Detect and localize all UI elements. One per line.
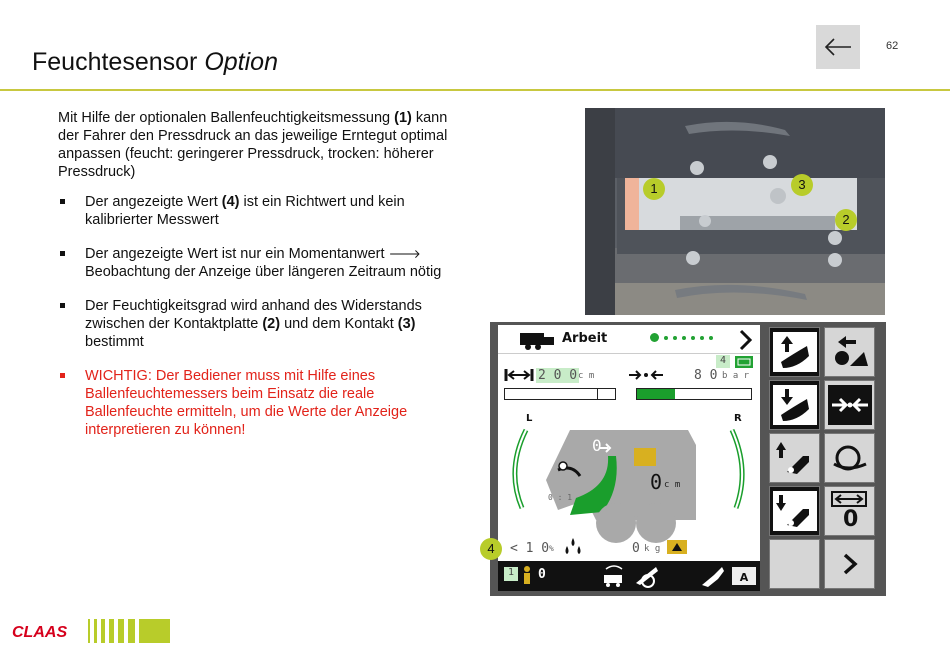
pickup-icon[interactable] — [700, 563, 726, 589]
bale-position-unit: c m — [664, 480, 681, 490]
svg-text:A: A — [739, 571, 749, 584]
left-arrow-icon — [823, 37, 853, 57]
auto-mode-icon[interactable] — [730, 563, 758, 589]
chevron-right-icon — [840, 552, 860, 576]
pickup-raise-key[interactable] — [769, 433, 820, 483]
bullet-list — [58, 193, 458, 439]
marker-2: 2 — [835, 209, 857, 231]
knife-icon[interactable] — [632, 563, 662, 589]
intro-paragraph: Mit Hilfe der optionalen Ballenfeuchtigkeitsmessung (1) kann der Fahrer den Pressdruck an das jeweilige Erntegut optimal anpassen (feucht: geringerer Pressdruck, trocken: höherer Pressdruck) — [58, 110, 448, 180]
pressure-icon — [628, 367, 664, 383]
baler-icon — [518, 329, 558, 351]
bale-moisture-icon — [734, 354, 754, 370]
bullet-square-icon — [60, 251, 65, 256]
weight-value: 0 — [632, 541, 640, 556]
lower-tailgate-key[interactable] — [769, 380, 820, 430]
bullet-square-icon — [60, 373, 65, 378]
counter-value: 0 — [538, 567, 546, 582]
bale-length-value: 2 0 0 — [538, 368, 578, 383]
pickup-raise-icon — [773, 438, 817, 478]
right-label: R — [734, 413, 742, 424]
progress-dots — [650, 333, 713, 342]
marker-1: 1 — [643, 178, 665, 200]
bale-length-icon — [504, 367, 534, 383]
counter-index: 1 — [504, 567, 518, 581]
page-title — [32, 48, 278, 77]
next-page-key[interactable] — [824, 539, 875, 589]
water-drops-icon — [562, 537, 584, 557]
net-wrap-icon — [828, 438, 872, 478]
bale-length-unit: c m — [578, 371, 595, 381]
bullet-item-warning: WICHTIG: Der Bediener muss mit Hilfe eines Ballenfeuchtemessers beim Einsatz die reale Ballenfeuchte ermitteln, um die Werte der Anzeige interpretieren zu können! — [58, 367, 458, 439]
pressure-release-icon — [828, 385, 872, 425]
wireless-baler-icon[interactable] — [598, 563, 630, 589]
weight-unit: k g — [644, 544, 661, 554]
tailgate-down-icon — [773, 385, 817, 425]
baler-diagram — [498, 420, 760, 550]
sensor-photo — [585, 108, 885, 315]
content-text — [58, 109, 458, 455]
pickup-lower-key[interactable] — [769, 486, 820, 536]
reset-zero-label: 0 — [843, 507, 859, 532]
bullet-square-icon — [60, 303, 65, 308]
title-main: Feuchtesensor — [32, 48, 198, 76]
terminal-screen — [498, 325, 760, 591]
bale-eject-key[interactable] — [824, 327, 875, 377]
left-label: L — [526, 413, 533, 424]
bale-position-value: 0 — [650, 470, 663, 494]
title-divider — [0, 89, 950, 91]
mode-label: Arbeit — [562, 331, 608, 346]
page-number: 62 — [886, 40, 899, 52]
bale-weight-icon — [666, 539, 688, 555]
bullet-item-3: Der Feuchtigkeitsgrad wird anhand des Widerstands zwischen der Kontaktplatte (2) und dem Kontakt (3) bestimmt — [58, 297, 458, 351]
top-divider — [498, 353, 760, 354]
chamber-value: 0 — [592, 436, 602, 455]
operator-icon — [520, 565, 534, 585]
pickup-lower-icon — [773, 491, 817, 531]
pressure-bar — [636, 388, 752, 400]
tailgate-up-icon — [773, 332, 817, 372]
ratio-label: 0 : 1 — [548, 493, 573, 502]
net-wrap-key[interactable] — [824, 433, 875, 483]
back-button[interactable] — [816, 25, 860, 69]
lift-tailgate-key[interactable] — [769, 327, 820, 377]
pressure-unit: b a r — [722, 371, 750, 381]
pressure-value: 8 0 — [694, 368, 718, 383]
marker-3: 3 — [791, 174, 813, 196]
bullet-item-2: Der angezeigte Wert ist nur ein Momentanwert 🡒 Beobachtung der Anzeige über längeren Zeitraum nötig — [58, 245, 458, 281]
terminal-display — [487, 322, 886, 596]
bullet-item-1: Der angezeigte Wert (4) ist ein Richtwert und kein kalibrierter Messwert — [58, 193, 458, 229]
bale-eject-icon — [828, 332, 872, 372]
arrow-right-icon: 🡒 — [388, 247, 421, 261]
bale-length-bar — [504, 388, 616, 400]
title-option: Option — [204, 48, 278, 76]
bullet-square-icon — [60, 199, 65, 204]
blank-key[interactable] — [769, 539, 820, 589]
chevron-right-icon[interactable] — [738, 329, 754, 351]
marker-4: 4 — [480, 538, 502, 560]
logo-text: CLAAS — [12, 624, 68, 641]
moisture-unit: % — [549, 544, 554, 553]
claas-logo — [12, 619, 172, 648]
pressure-index: 4 — [716, 355, 730, 368]
reset-counter-key[interactable] — [824, 486, 875, 536]
pressure-release-key[interactable] — [824, 380, 875, 430]
moisture-value: < 1 0 — [510, 541, 550, 556]
